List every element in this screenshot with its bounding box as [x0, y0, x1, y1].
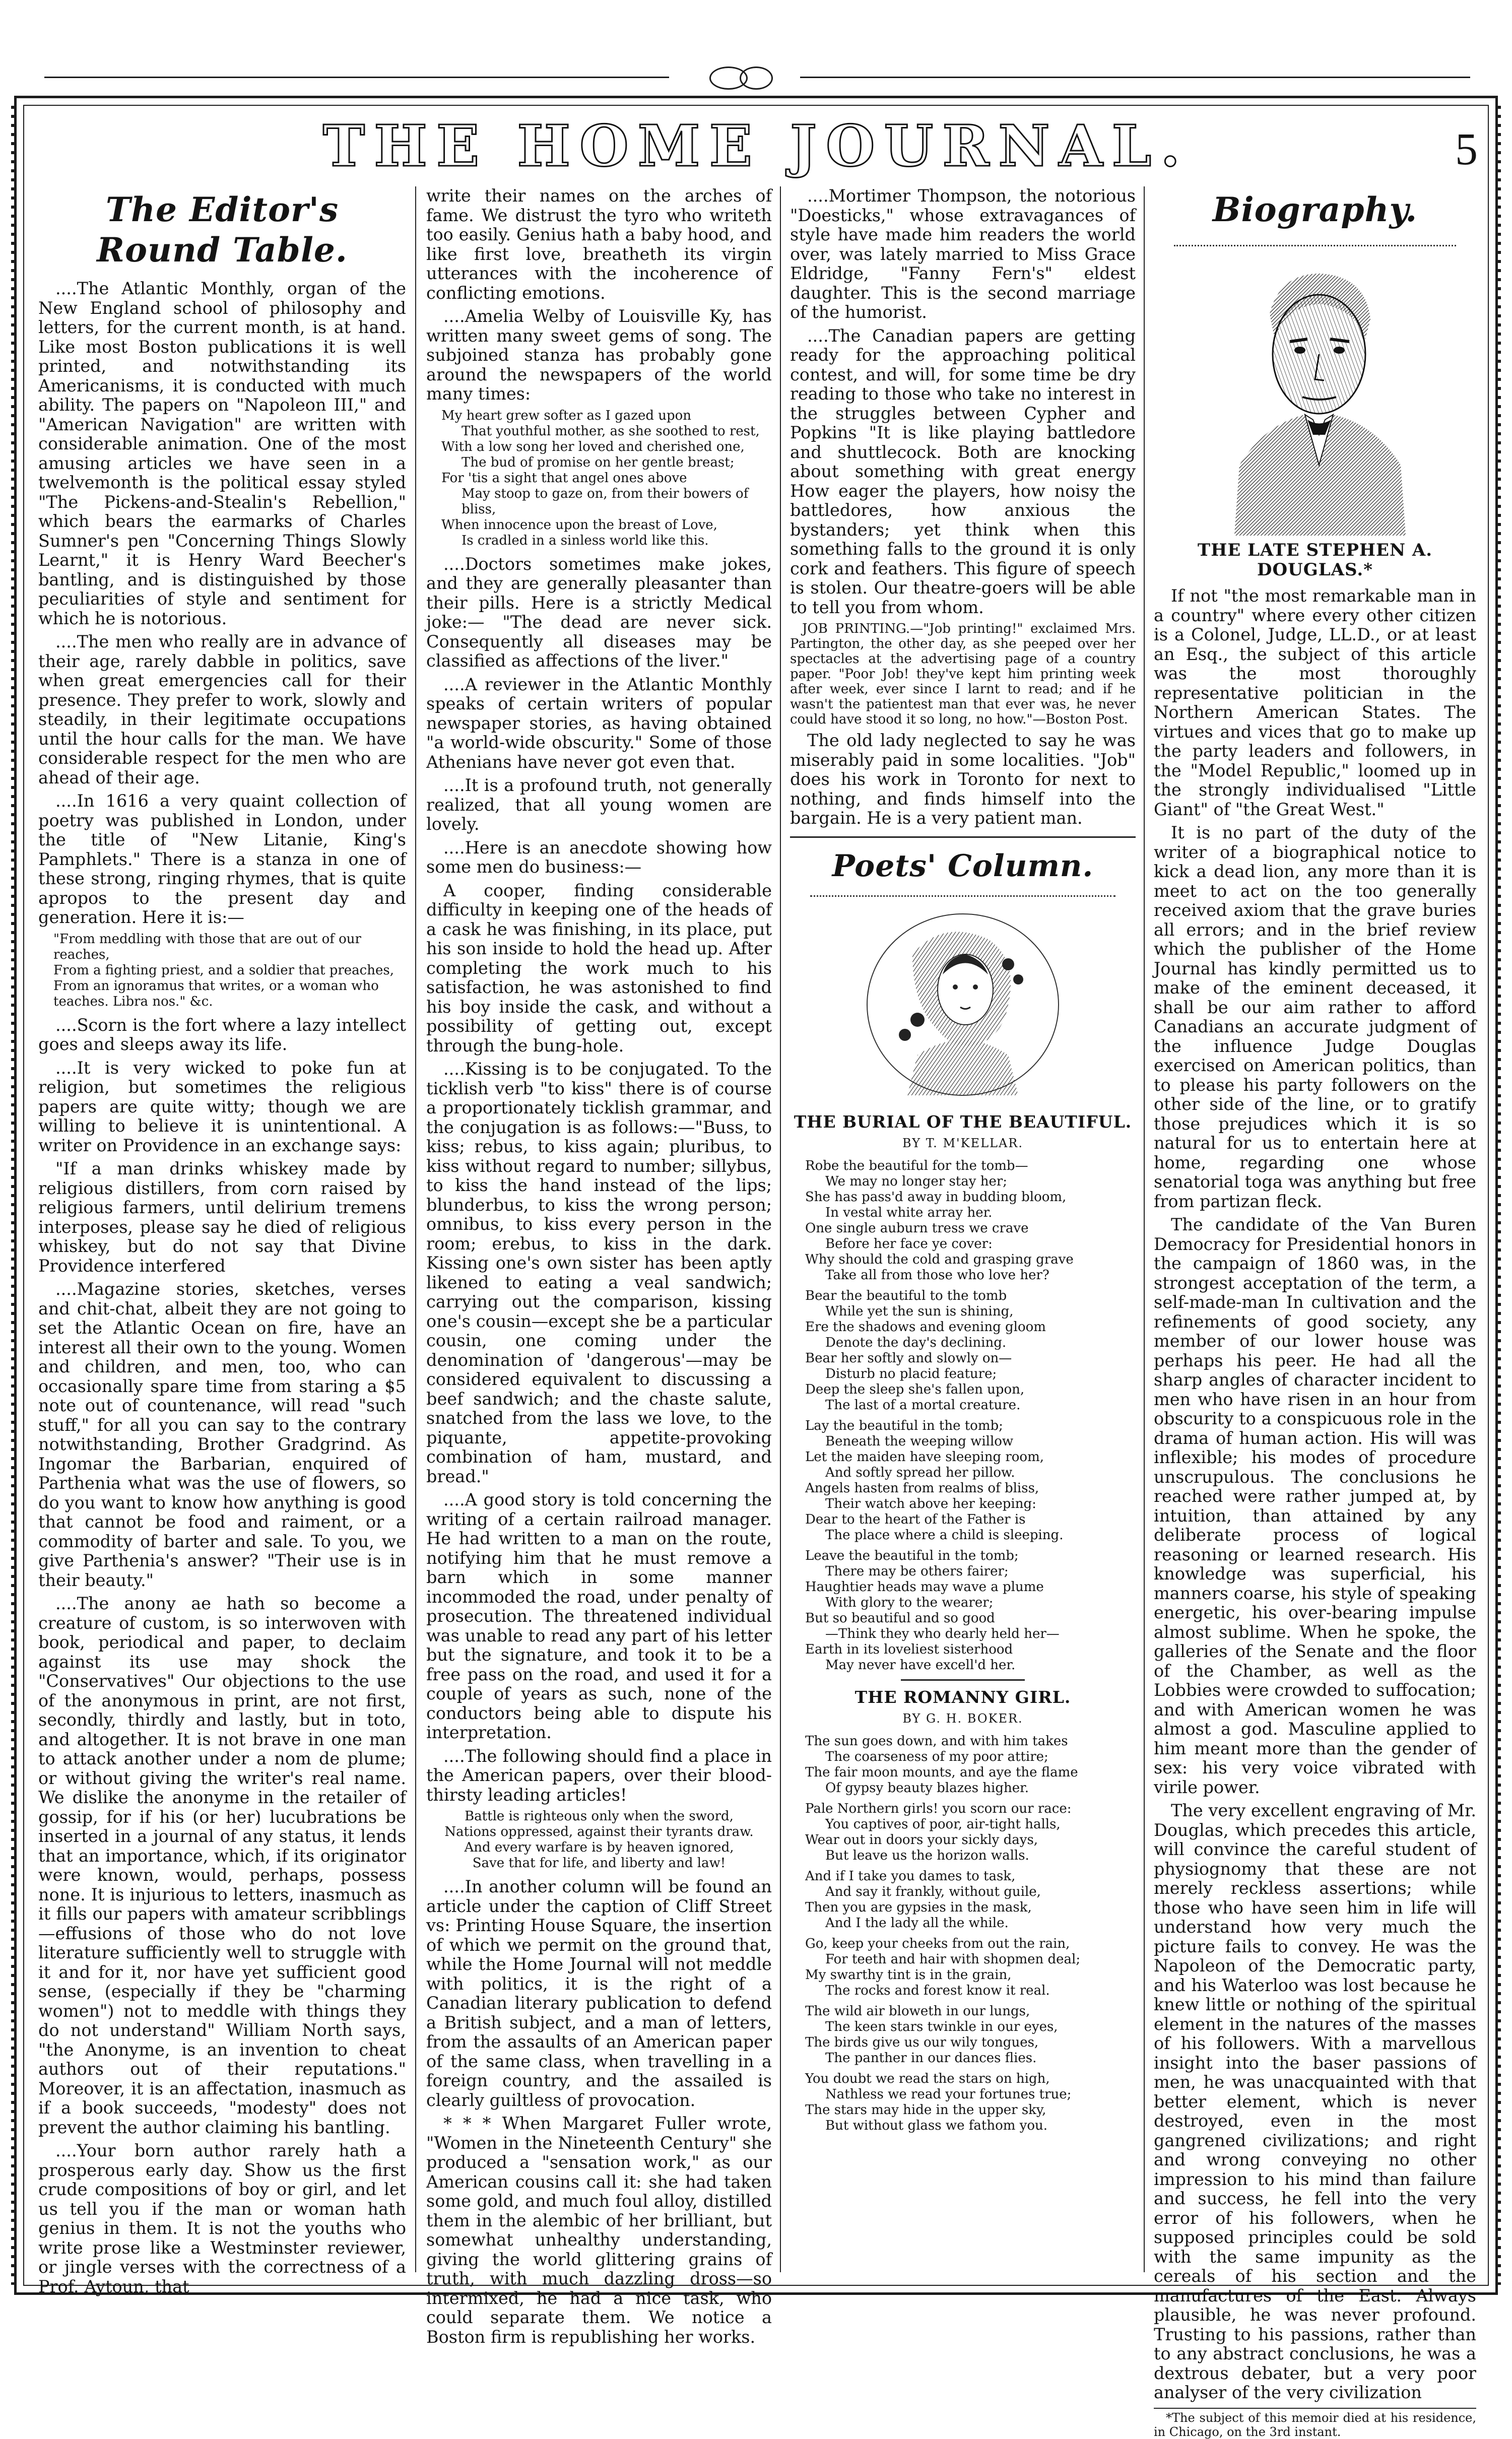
- verse-line: You captives of poor, air-tight halls,: [825, 1816, 1061, 1832]
- verse-line: Denote the day's declining.: [825, 1335, 1007, 1350]
- verse-line: The panther in our dances flies.: [825, 2050, 1037, 2066]
- verse-line: From a fighting priest, and a soldier that preaches,: [53, 962, 394, 978]
- paragraph: ....In another column will be found an article under the caption of Cliff Street vs: Printing House Square, the insertion of which we permit on the ground that, while the Home Journal will not meddle with politics, it is the right of a Canadian literary publication to defend a British subject, and a man of letters, from the assaults of an American paper of the same class, when travelling in a foreign country, and the assailed is clearly guiltless of provocation.: [426, 1877, 772, 2110]
- woman-portrait-engraving: [857, 904, 1069, 1105]
- verse-line: The fair moon mounts, and aye the flame: [805, 1764, 1078, 1780]
- portrait-caption: THE LATE STEPHEN A. DOUGLAS.*: [1197, 540, 1433, 580]
- verse-line: But without glass we fathom you.: [825, 2118, 1047, 2133]
- paragraph: ....It is a profound truth, not generally realized, that all young women are lovely.: [426, 775, 772, 834]
- paragraph: ....Mortimer Thompson, the notorious "Doesticks," whose extravagances of style have made him readers the world over, was lately married to Miss Grace Eldridge, "Fanny Fern's" eldest daughter. This is the second marriage of the humorist.: [790, 186, 1136, 322]
- verse-line: Bear her softly and slowly on—: [805, 1350, 1012, 1366]
- verse-line: Bear the beautiful to the tomb: [805, 1288, 1007, 1303]
- column-two: [426, 186, 772, 2347]
- verse-line: May stoop to gaze on, from their bowers of bliss,: [462, 486, 749, 517]
- paragraph: ....Doctors sometimes make jokes, and they are generally pleasanter than their pills. Here is a strictly Medical joke:— "The dead are never sick. Consequently all diseases may be classified as affections of the liver.": [426, 554, 772, 671]
- verse-line: —Think they who dearly held her—: [825, 1626, 1060, 1641]
- section-heading: The Editor's Round Table.: [97, 190, 348, 270]
- verse-line: With glory to the wearer;: [825, 1595, 994, 1610]
- poem-lines: [805, 1158, 1136, 1673]
- verse-line: The place where a child is sleeping.: [825, 1527, 1064, 1543]
- section-divider: [790, 836, 1136, 838]
- paragraph: ....Your born author rarely hath a prosperous early day. Show us the first crude compositions of boy or girl, and let us tell you if the man or woman hath genius in them. It is not the youths who write prose like a Westminster reviewer, or jingle verses with the correctness of a Prof. Aytoun, that: [38, 2141, 406, 2296]
- paragraph: ....A reviewer in the Atlantic Monthly speaks of certain writers of popular newspaper stories, as having obtained "a world-wide obscurity." Some of those Athenians have never got even that.: [426, 674, 772, 772]
- verse-line: Pale Northern girls! you scorn our race:: [805, 1801, 1072, 1816]
- poets-column-heading: Poets' Column.: [832, 848, 1094, 884]
- paragraph: ....A good story is told concerning the writing of a certain railroad manager. He had written to a man on the route, notifying him that he must remove a barn which in some manner incommoded the road, under penalty of prosecution. The threatened individual was unable to read any part of his letter but the signature, and took it to be a free pass on the road, and used it for a couple of years as such, none of the conductors being able to dispute his interpretation.: [426, 1490, 772, 1742]
- right-chain-border: [1496, 106, 1501, 2285]
- paragraph: The candidate of the Van Buren Democracy for Presidential honors in the campaign of 1860 was, in the strongest acceptation of the term, a self-made-man In cultivation and the refinements of good society, any member of our lower house was perhaps his peer. He had all the sharp angles of character incident to men who have risen in an hour from obscurity to a conspicuous role in the drama of human action. His will was inflexible; his modes of procedure unscrupulous. The conclusions he reached were rather jumped at, by intuition, than attained by any deliberate process of logical reasoning or learned research. His knowledge was superficial, his manners coarse, his style of speaking energetic, his over-bearing impulse almost sublime. When he spoke, the galleries of the Senate and the floor of the Chamber, as well as the Lobbies were crowded to suffocation; and with American women he was almost a god. Masculine applied to him meant more than the gender of sex: his very voice vibrated with virile power.: [1154, 1215, 1476, 1797]
- verse-line: Ere the shadows and evening gloom: [805, 1319, 1046, 1335]
- verse-line: That youthful mother, as she soothed to rest,: [462, 423, 760, 439]
- quoted-verse: [441, 408, 772, 549]
- quoted-verse: [426, 1809, 772, 1871]
- verse-line: Save that for life, and liberty and law!: [472, 1856, 726, 1871]
- verse-line: Battle is righteous only when the sword,: [465, 1809, 734, 1824]
- verse-line: The rocks and forest know it real.: [825, 1983, 1050, 1998]
- top-ornament: [14, 67, 1498, 89]
- poem-title: THE ROMANNY GIRL.: [854, 1687, 1071, 1707]
- section-heading: Biography.: [1212, 190, 1418, 229]
- column-editors-round-table: [38, 186, 406, 2296]
- verse-line: Disturb no placid feature;: [825, 1366, 997, 1381]
- verse-line: Then you are gypsies in the mask,: [805, 1899, 1032, 1915]
- paragraph: write their names on the arches of fame. We distrust the tyro who writeth too easily. Genius hath a baby hood, and like first love, breatheth its virgin utterances with the incoherence of conflicting emotions.: [426, 186, 772, 303]
- paragraph: ....Here is an anecdote showing how some men do business:—: [426, 837, 772, 877]
- verse-line: May never have excell'd her.: [825, 1657, 1016, 1673]
- paragraph: ....The following should find a place in the American papers, over their blood-thirsty leading articles!: [426, 1746, 772, 1805]
- verse-line: The sun goes down, and with him takes: [805, 1733, 1068, 1749]
- verse-line: Go, keep your cheeks from out the rain,: [805, 1936, 1070, 1951]
- verse-line: My heart grew softer as I gazed upon: [441, 408, 692, 423]
- verse-line: But leave us the horizon walls.: [825, 1848, 1029, 1863]
- column-rule-2: [780, 186, 781, 2272]
- verse-line: Beneath the weeping willow: [825, 1433, 1014, 1449]
- paragraph: It is no part of the duty of the writer of a biographical notice to kick a dead lion, any more than it is meet to act on the too generally received axiom that the grave buries all errors; and in the brief review which the publisher of the Home Journal has kindly permitted us to make of the eminent deceased, it shall be our aim rather to afford Canadians an accurate judgment of the influence Judge Douglas exercised on American politics, than to please his party followers on the other side of the line, or to gratify those prejudices which it is so natural for us to entertain here at home, regarding one whose senatorial toga was anything but free from partizan fleck.: [1154, 823, 1476, 1211]
- poem-lines: [805, 1734, 1136, 2134]
- boxed-anecdote: [790, 621, 1136, 727]
- verse-line: Why should the cold and grasping grave: [805, 1251, 1074, 1267]
- verse-line: The last of a mortal creature.: [825, 1397, 1021, 1413]
- footnote: *The subject of this memoir died at his residence, in Chicago, on the 3rd instant.: [1154, 2408, 1476, 2439]
- poem-byline: BY G. H. BOKER.: [902, 1711, 1023, 1726]
- verse-line: And if I take you dames to task,: [805, 1868, 1016, 1884]
- paragraph: A cooper, finding considerable difficulty in keeping one of the heads of a cask he was finishing, in its place, put his son inside to hold the head up. After completing the work much to his satisfaction, he was astonished to find his boy inside the cask, and without a possibility of getting out, except through the bung-hole.: [426, 880, 772, 1056]
- verse-line: Let the maiden have sleeping room,: [805, 1449, 1044, 1465]
- verse-line: The bud of promise on her gentle breast;: [462, 454, 735, 470]
- verse-line: Their watch above her keeping:: [825, 1496, 1036, 1511]
- poem-byline: BY T. M'KELLAR.: [902, 1136, 1023, 1150]
- verse-line: But so beautiful and so good: [805, 1610, 995, 1626]
- paragraph: ....It is very wicked to poke fun at religion, but sometimes the religious papers are quite witty; though we are willing to believe it is unintentional. A writer on Providence in an exchange says:: [38, 1058, 406, 1155]
- verse-line: Earth in its loveliest sisterhood: [805, 1641, 1013, 1657]
- verse-line: And say it frankly, without guile,: [825, 1884, 1041, 1899]
- paragraph: The very excellent engraving of Mr. Douglas, which precedes this article, will convince the careful student of physiognomy that these are not merely reckless assertions; while those who have seen him in life will understand how very much the picture fails to convey. He was the Napoleon of the Democratic party, and his Waterloo was lost because he knew little or nothing of the spiritual element in the natures of the masses of his followers. With a marvellous insight into the baser passions of men, he was unacquainted with that better element, which is never destroyed, even in the most gangrened civilizations; and right and wrong conveying no other impression to his mind than failure and success, he fell into the very error of his followers, when he supposed principles could be sold with the same impunity as the cereals of his section and the manufactures of the East. Always plausible, he was never profound. Trusting to his passions, rather than to any abstract conclusions, he was a dextrous debater, but a very poor analyser of the very civilization: [1154, 1801, 1476, 2402]
- paragraph: The old lady neglected to say he was miserably paid in some localities. "Job" does his work in Toronto for next to nothing, and finds himself into the bargain. He is a very patient man.: [790, 731, 1136, 828]
- paragraph: ....In 1616 a very quaint collection of poetry was published in London, under the title of "New Litanie, King's Pamphlets." There is a stanza in one of these strong, ringing rhymes, that is quite apropos to the present day and generation. Here it is:—: [38, 791, 406, 927]
- verse-line: The keen stars twinkle in our eyes,: [825, 2019, 1058, 2034]
- verse-line: Haughtier heads may wave a plume: [805, 1579, 1044, 1595]
- verse-line: The birds give us our wily tongues,: [805, 2034, 1039, 2050]
- left-chain-border: [11, 106, 16, 2285]
- verse-line: From an ignoramus that writes, or a woman who teaches. Libra nos." &c.: [53, 978, 379, 1009]
- verse-line: My swarthy tint is in the grain,: [805, 1967, 1012, 1983]
- paragraph: If not "the most remarkable man in a country" where every other citizen is a Colonel, Judge, LL.D., or at least an Esq., the subject of this article was the most thoroughly representative politician in the Northern American States. The virtues and vices that go to make up the party leaders and followers, in the "Model Republic," loomed up in the strongly individualised "Little Giant" of "the Great West.": [1154, 586, 1476, 819]
- paragraph: ....The Atlantic Monthly, organ of the New England school of philosophy and letters, for the current month, is at hand. Like most Boston publications it is well printed, and notwithstanding its Americanisms, it is conducted with much ability. The papers on "Napoleon III," and "American Navigation" are written with considerable animation. One of the most amusing articles we have seen in a twelvemonth is the political essay styled "The Pickens-and-Stealin's Rebellion," which bears the earmarks of Charles Sumner's pen "Concerning Things Slowly Learnt," it is Henry Ward Beecher's bantling, and is distinguished by those peculiarities of style and sentiment for which he is notorious.: [38, 279, 406, 628]
- page-number: 5: [1455, 124, 1478, 174]
- verse-line: Deep the sleep she's fallen upon,: [805, 1381, 1025, 1397]
- verse-line: Of gypsy beauty blazes higher.: [825, 1780, 1029, 1796]
- column-biography: [1154, 186, 1476, 2439]
- verse-line: And every warfare is by heaven ignored,: [464, 1840, 734, 1855]
- verse-line: There may be others fairer;: [825, 1563, 1009, 1579]
- masthead: [14, 113, 1498, 179]
- verse-line: For teeth and hair with shopmen deal;: [825, 1951, 1081, 1967]
- paragraph: * * * When Margaret Fuller wrote, "Women in the Nineteenth Century" she produced a "sensation work," as our American cousins call it: she had taken some gold, and much foul alloy, distilled them in the alembic of her brilliant, but somewhat unhealthy understanding, giving the world glittering grains of truth, with much dazzling dross—so intermixed, he had a nice task, who could separate them. We notice a Boston firm is republishing her works.: [426, 2114, 772, 2347]
- verse-line: The coarseness of my poor attire;: [825, 1749, 1048, 1764]
- verse-line: And I the lady all the while.: [825, 1915, 1009, 1931]
- poem-title: THE BURIAL OF THE BEAUTIFUL.: [794, 1111, 1132, 1132]
- verse-line: With a low song her loved and cherished one,: [441, 439, 745, 454]
- paragraph: ....Kissing is to be conjugated. To the ticklish verb "to kiss" there is of course a proportionately ticklish grammar, and the conjugation is as follows:—"Buss, to kiss; rebus, to kiss again; pluribus, to kiss without regard to number; sillybus, to kiss the hand instead of the lips; blunderbus, to kiss the wrong person; omnibus, to kiss every person in the room; erebus, to kiss in the dark. Kissing one's own sister has been aptly likened to eating a veal sandwich; carrying out the comparison, kissing one's cousin—except she be a particular cousin, one coming under the denomination of 'dangerous'—may be considered equivalent to discussing a beef sandwich; and the chaste salute, snatched from the lass we love, to the piquante, appetite-provoking combination of ham, mustard, and bread.": [426, 1059, 772, 1486]
- paragraph: "If a man drinks whiskey made by religious distillers, from corn raised by religious farmers, until delirium tremens interposes, please say he died of religious whiskey, but do not say that Divine Providence interfered: [38, 1159, 406, 1276]
- verse-line: Before her face ye cover:: [825, 1236, 993, 1251]
- verse-line: Dear to the heart of the Father is: [805, 1511, 1026, 1527]
- paragraph: ....The men who really are in advance of their age, rarely dabble in politics, save when great emergencies call for their presence. They prefer to work, slowly and steadily, in their legitimate occupations until the hour calls for the man. We have considerable respect for the men who are ahead of their age.: [38, 632, 406, 787]
- verse-line: When innocence upon the breast of Love,: [441, 517, 717, 533]
- column-three: [790, 186, 1136, 2252]
- heading-flourish: [810, 889, 1115, 897]
- newspaper-page: [14, 20, 1498, 2439]
- poem-divider: [901, 1679, 1025, 1681]
- verse-line: We may no longer stay her;: [825, 1173, 1008, 1189]
- verse-line: In vestal white array her.: [825, 1205, 993, 1220]
- verse-line: Nations oppressed, against their tyrants draw.: [444, 1824, 754, 1839]
- masthead-title: THE HOME JOURNAL.: [322, 113, 1190, 179]
- verse-line: Wear out in doors your sickly days,: [805, 1832, 1038, 1848]
- paragraph: ....Scorn is the fort where a lazy intellect goes and sleeps away its life.: [38, 1015, 406, 1054]
- verse-line: For 'tis a sight that angel ones above: [441, 470, 687, 486]
- verse-line: The stars may hide in the upper sky,: [805, 2102, 1046, 2118]
- column-rule-1: [415, 186, 416, 2272]
- verse-line: You doubt we read the stars on high,: [805, 2071, 1050, 2086]
- douglas-portrait-engraving: [1204, 253, 1426, 536]
- verse-line: While yet the sun is shining,: [825, 1303, 1014, 1319]
- paragraph: ....The Canadian papers are getting ready for the approaching political contest, and will, for some time be dry reading to those who take no interest in the struggles between Cypher and Popkins "It is like playing battledore and shuttlecock. Both are knocking about something with great energy How eager the players, how noisy the battledores, how anxious the bystanders; yet think when this something falls to the ground it is only cork and feathers. This figure of speech is stolen. Our theatre-goers will be able to tell you from whom.: [790, 325, 1136, 617]
- verse-line: Angels hasten from realms of bliss,: [805, 1480, 1039, 1496]
- heading-flourish: [1174, 239, 1456, 246]
- verse-line: Leave the beautiful in the tomb;: [805, 1548, 1019, 1563]
- verse-line: The wild air bloweth in our lungs,: [805, 2003, 1030, 2019]
- verse-line: Nathless we read your fortunes true;: [825, 2086, 1072, 2102]
- paragraph: ....Magazine stories, sketches, verses and chit-chat, albeit they are not going to set the Atlantic Ocean on fire, have an interest all their own to the young. Women and children, and men, too, who can occasionally spare time from staring a $5 note out of countenance, will read "such stuff," for all you can say to the contrary notwithstanding, Brother Gradgrind. As Ingomar the Barbarian, enquired of Parthenia what was the use of flowers, so do you want to know how anything is good that cannot be food and raiment, or a commodity of barter and sale. To you, we give Parthenia's answer? "Their use is in their beauty.": [38, 1279, 406, 1590]
- paragraph: ....Amelia Welby of Louisville Ky, has written many sweet gems of song. The subjoined stanza has probably gone around the newspapers of the world many times:: [426, 306, 772, 404]
- verse-line: Take all from those who love her?: [825, 1267, 1049, 1283]
- paragraph: JOB PRINTING.—"Job printing!" exclaimed Mrs. Partington, the other day, as she peeped over her spectacles at the advertising page of a country paper. "Poor Job! they've kept him printing week after week, ever since I larnt to read; and if he wasn't the patientest man that ever was, he never could have stood it so long, no how."—Boston Post.: [790, 621, 1136, 727]
- verse-line: Robe the beautiful for the tomb—: [805, 1158, 1028, 1173]
- verse-line: She has pass'd away in budding bloom,: [805, 1189, 1067, 1205]
- verse-line: And softly spread her pillow.: [825, 1465, 1015, 1480]
- verse-line: One single auburn tress we crave: [805, 1220, 1029, 1236]
- verse-line: "From meddling with those that are out of our reaches,: [53, 931, 361, 962]
- verse-line: Lay the beautiful in the tomb;: [805, 1418, 1003, 1433]
- paragraph: ....The anony ae hath so become a creature of custom, is so interwoven with book, periodical and paper, to declaim against its use may shock the "Conservatives" Our objections to the use of the anonymous in print, are not first, secondly, thirdly and lastly, but in toto, and altogether. It is not brave in one man to attack another under a nom de plume; or without giving the writer's real name. We dislike the anonyme in the retailer of gossip, for if his (or her) lucubrations be inserted in a journal of any status, it lends that an importance, which, if its originator were known, would, perhaps, possess none. It is injurious to letters, inasmuch as it fills our papers with amateur scribblings—effusions of those who do not love literature sufficiently well to struggle with it and for it, nor have yet sufficient good sense, (especially if they be "charming women") not to meddle with things they do not understand" William North says, "the Anonyme, is an invention to cheat authors out of their reputations." Moreover, it is an affectation, inasmuch as if a book succeeds, "modesty" does not prevent the author claiming his bantling.: [38, 1594, 406, 2137]
- column-rule-3: [1144, 186, 1145, 2272]
- quoted-verse: [53, 932, 406, 1010]
- verse-line: Is cradled in a sinless world like this.: [462, 533, 709, 548]
